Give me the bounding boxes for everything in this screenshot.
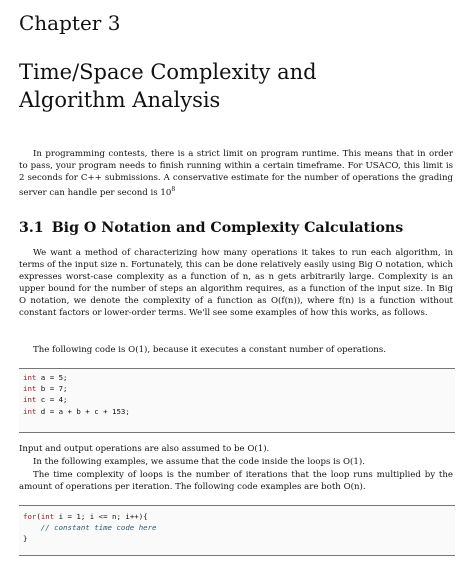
code-block-loop <box>19 505 455 556</box>
code-text: i = 1; i <= n; i++){ <box>54 512 148 521</box>
intro-exponent: 8 <box>171 186 176 193</box>
code-line <box>19 372 455 383</box>
code-block-constant <box>19 368 455 433</box>
section-paragraph-2: The following code is O(1), because it executes a constant number of operations. <box>33 345 386 355</box>
section-heading <box>19 218 459 238</box>
code-keyword: int <box>23 395 37 405</box>
code-line <box>19 511 455 522</box>
code-keyword: int <box>23 406 37 416</box>
code-line <box>19 406 455 417</box>
intro-paragraph <box>19 148 453 199</box>
code-keyword: int <box>40 512 55 521</box>
section-number: 3.1 <box>19 220 44 236</box>
code-keyword: for <box>23 512 37 521</box>
chapter-title-line-2: Algorithm Analysis <box>19 88 221 112</box>
loop-assumption-paragraph: In the following examples, we assume that the code inside the loops is O(1). <box>33 457 365 467</box>
section-title: Big O Notation and Complexity Calculations <box>51 220 404 236</box>
section-paragraph-1: We want a method of characterizing how many operations it takes to run each algorithm, in terms of the input size n. Fortunately, this can be done relatively easily using Big O notation, which expresses worst-case complexity as a function of n, as n gets arbitrarily large. Complexity is an upper bound for the number of steps an algorithm requires, as a function of the input size. In Big O notation, we denote the complexity of a function as O(f(n)), where f(n) is a function without constant factors or lower-order terms. We'll see some examples of how this works, as follows. <box>19 248 453 318</box>
code-text: ( <box>36 512 41 521</box>
code-comment: // constant time code here <box>23 523 157 533</box>
io-paragraph: Input and output operations are also assumed to be O(1). <box>19 444 270 454</box>
chapter-title-line-1: Time/Space Complexity and <box>19 60 317 84</box>
code-keyword: int <box>23 373 37 382</box>
code-text: c = 4; <box>36 395 68 405</box>
code-line <box>19 383 455 394</box>
code-keyword: int <box>23 384 37 394</box>
chapter-title <box>19 58 449 114</box>
code-text: d = a + b + c + 153; <box>36 406 130 416</box>
loop-complexity-paragraph: The time complexity of loops is the number of iterations that the loop runs multiplied by the amount of operations per iteration. The following code examples are both O(n). <box>19 470 453 492</box>
code-text: a = 5; <box>36 373 68 382</box>
code-text: b = 7; <box>36 384 68 394</box>
chapter-label: Chapter 3 <box>19 11 121 35</box>
code-line <box>19 394 455 405</box>
code-line: } <box>23 534 28 544</box>
intro-text: In programming contests, there is a strict limit on program runtime. This means that in order to pass, your program needs to finish running within a certain timeframe. For USACO, this limit is 2 seconds for C++ submissions. A conservative estimate for the number of operations the grading server can handle per second is 10 <box>19 149 453 198</box>
